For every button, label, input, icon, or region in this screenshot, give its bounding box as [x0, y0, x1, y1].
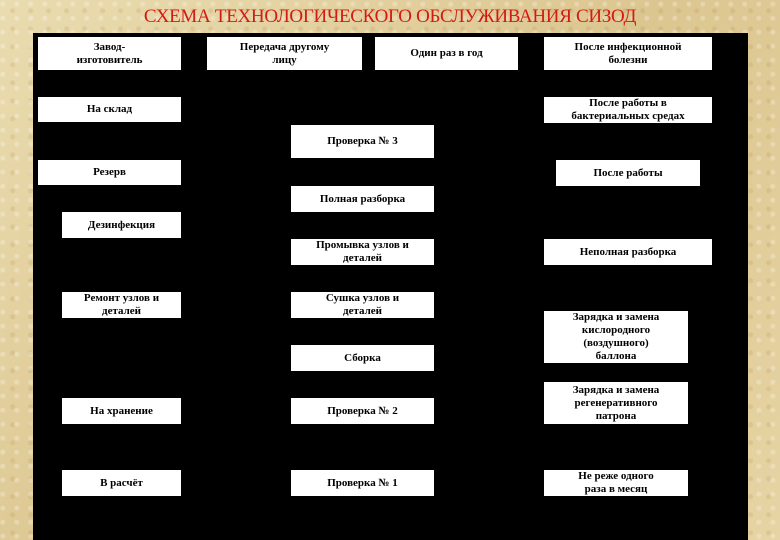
box-check-2: Проверка № 2: [291, 398, 434, 424]
box-disinfection: Дезинфекция: [62, 212, 181, 238]
box-after-infection: После инфекционной болезни: [544, 37, 712, 70]
box-full-disassembly: Полная разборка: [291, 186, 434, 212]
box-check-1: Проверка № 1: [291, 470, 434, 496]
box-regen-cartridge: Зарядка и замена регенеративного патрона: [544, 382, 688, 424]
box-oxygen-cylinder: Зарядка и замена кислородного (воздушного) баллона: [544, 311, 688, 363]
diagram-board: [33, 33, 748, 540]
box-assembly: Сборка: [291, 345, 434, 371]
box-manufacturer: Завод- изготовитель: [38, 37, 181, 70]
box-washing: Промывка узлов и деталей: [291, 239, 434, 265]
box-monthly: Не реже одного раза в месяц: [544, 470, 688, 496]
box-warehouse: На склад: [38, 97, 181, 122]
box-in-service: В расчёт: [62, 470, 181, 496]
box-check-3: Проверка № 3: [291, 125, 434, 158]
diagram-title: СХЕМА ТЕХНОЛОГИЧЕСКОГО ОБСЛУЖИВАНИЯ СИЗОД: [143, 6, 637, 27]
box-repair: Ремонт узлов и деталей: [62, 292, 181, 318]
box-reserve: Резерв: [38, 160, 181, 185]
box-drying: Сушка узлов и деталей: [291, 292, 434, 318]
box-storage: На хранение: [62, 398, 181, 424]
box-after-bacterial: После работы в бактериальных средах: [544, 97, 712, 123]
box-once-a-year: Один раз в год: [375, 37, 518, 70]
box-transfer: Передача другому лицу: [207, 37, 362, 70]
box-after-work: После работы: [556, 160, 700, 186]
box-partial-disassembly: Неполная разборка: [544, 239, 712, 265]
